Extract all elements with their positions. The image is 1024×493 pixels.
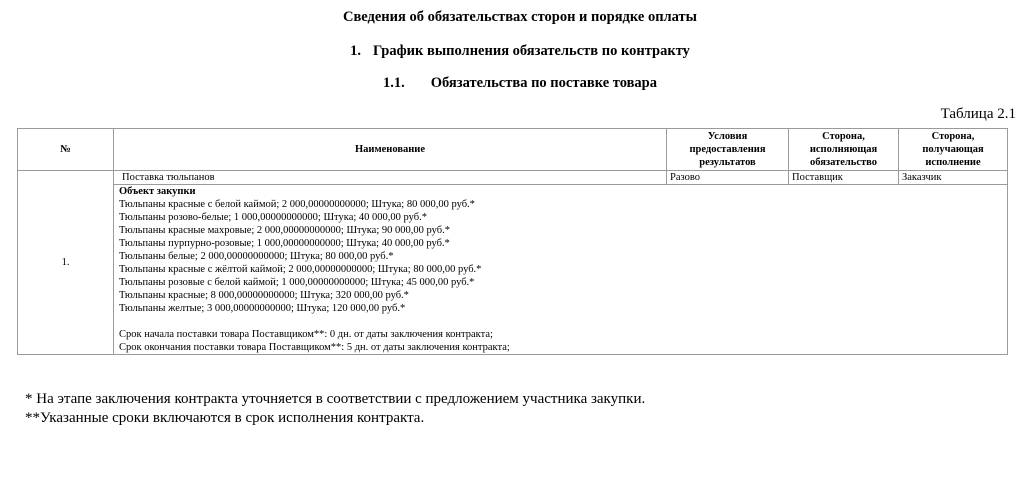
footnote-1: * На этапе заключения контракта уточняется в соответствии с предложением участника закупки. [25,391,646,407]
row-performer: Поставщик [789,171,899,185]
row-name: Поставка тюльпанов [114,171,667,185]
footnotes [25,390,645,428]
list-item: Тюльпаны розовые с белой каймой; 1 000,00000000000; Штука; 45 000,00 руб.* [119,277,475,288]
row-receiver: Заказчик [899,171,1008,185]
document-title: Сведения об обязательствах сторон и порядке оплаты [342,9,698,25]
subsection-title: Обязательства по поставке товара [430,75,657,91]
end-term: Срок окончания поставки товара Поставщиком**: 5 дн. от даты заключения контракта; [119,342,510,353]
footnote-2: **Указанные сроки включаются в срок исполнения контракта. [25,410,425,426]
section-title: График выполнения обязательств по контракту [373,43,690,59]
row-conditions: Разово [667,171,789,185]
list-item: Тюльпаны красные с жёлтой каймой; 2 000,00000000000; Штука; 80 000,00 руб.* [119,264,482,275]
header-conditions: Условия предоставления результатов [667,129,789,171]
header-performer: Сторона, исполняющая обязательство [789,129,899,171]
section-number: 1. [350,43,361,59]
list-item: Тюльпаны розово-белые; 1 000,00000000000; Штука; 40 000,00 руб.* [119,212,427,223]
list-item: Тюльпаны красные с белой каймой; 2 000,00000000000; Штука; 80 000,00 руб.* [119,199,475,210]
list-item: Тюльпаны пурпурно-розовые; 1 000,00000000000; Штука; 40 000,00 руб.* [119,238,450,249]
header-receiver: Сторона, получающая исполнение [899,129,1008,171]
spacer [119,315,1004,328]
subsection-number: 1.1. [382,75,405,91]
table-header-row [18,129,1008,171]
table-detail-row [18,185,1008,355]
list-item: Тюльпаны красные махровые; 2 000,00000000000; Штука; 90 000,00 руб.* [119,225,450,236]
row-number: 1. [18,171,114,355]
object-details [114,185,1008,355]
obligations-table [17,128,1008,355]
section-heading [0,43,1024,60]
table-row [18,171,1008,185]
header-num: № [18,129,114,171]
list-item: Тюльпаны желтые; 3 000,00000000000; Штука; 120 000,00 руб.* [119,303,406,314]
list-item: Тюльпаны белые; 2 000,00000000000; Штука; 80 000,00 руб.* [119,251,394,262]
header-name: Наименование [114,129,667,171]
object-title: Объект закупки [119,186,196,197]
subsection-heading [0,75,1024,92]
table-caption: Таблица 2.1 [940,106,1016,122]
start-term: Срок начала поставки товара Поставщиком**: 0 дн. от даты заключения контракта; [119,329,493,340]
list-item: Тюльпаны красные; 8 000,00000000000; Штука; 320 000,00 руб.* [119,290,409,301]
